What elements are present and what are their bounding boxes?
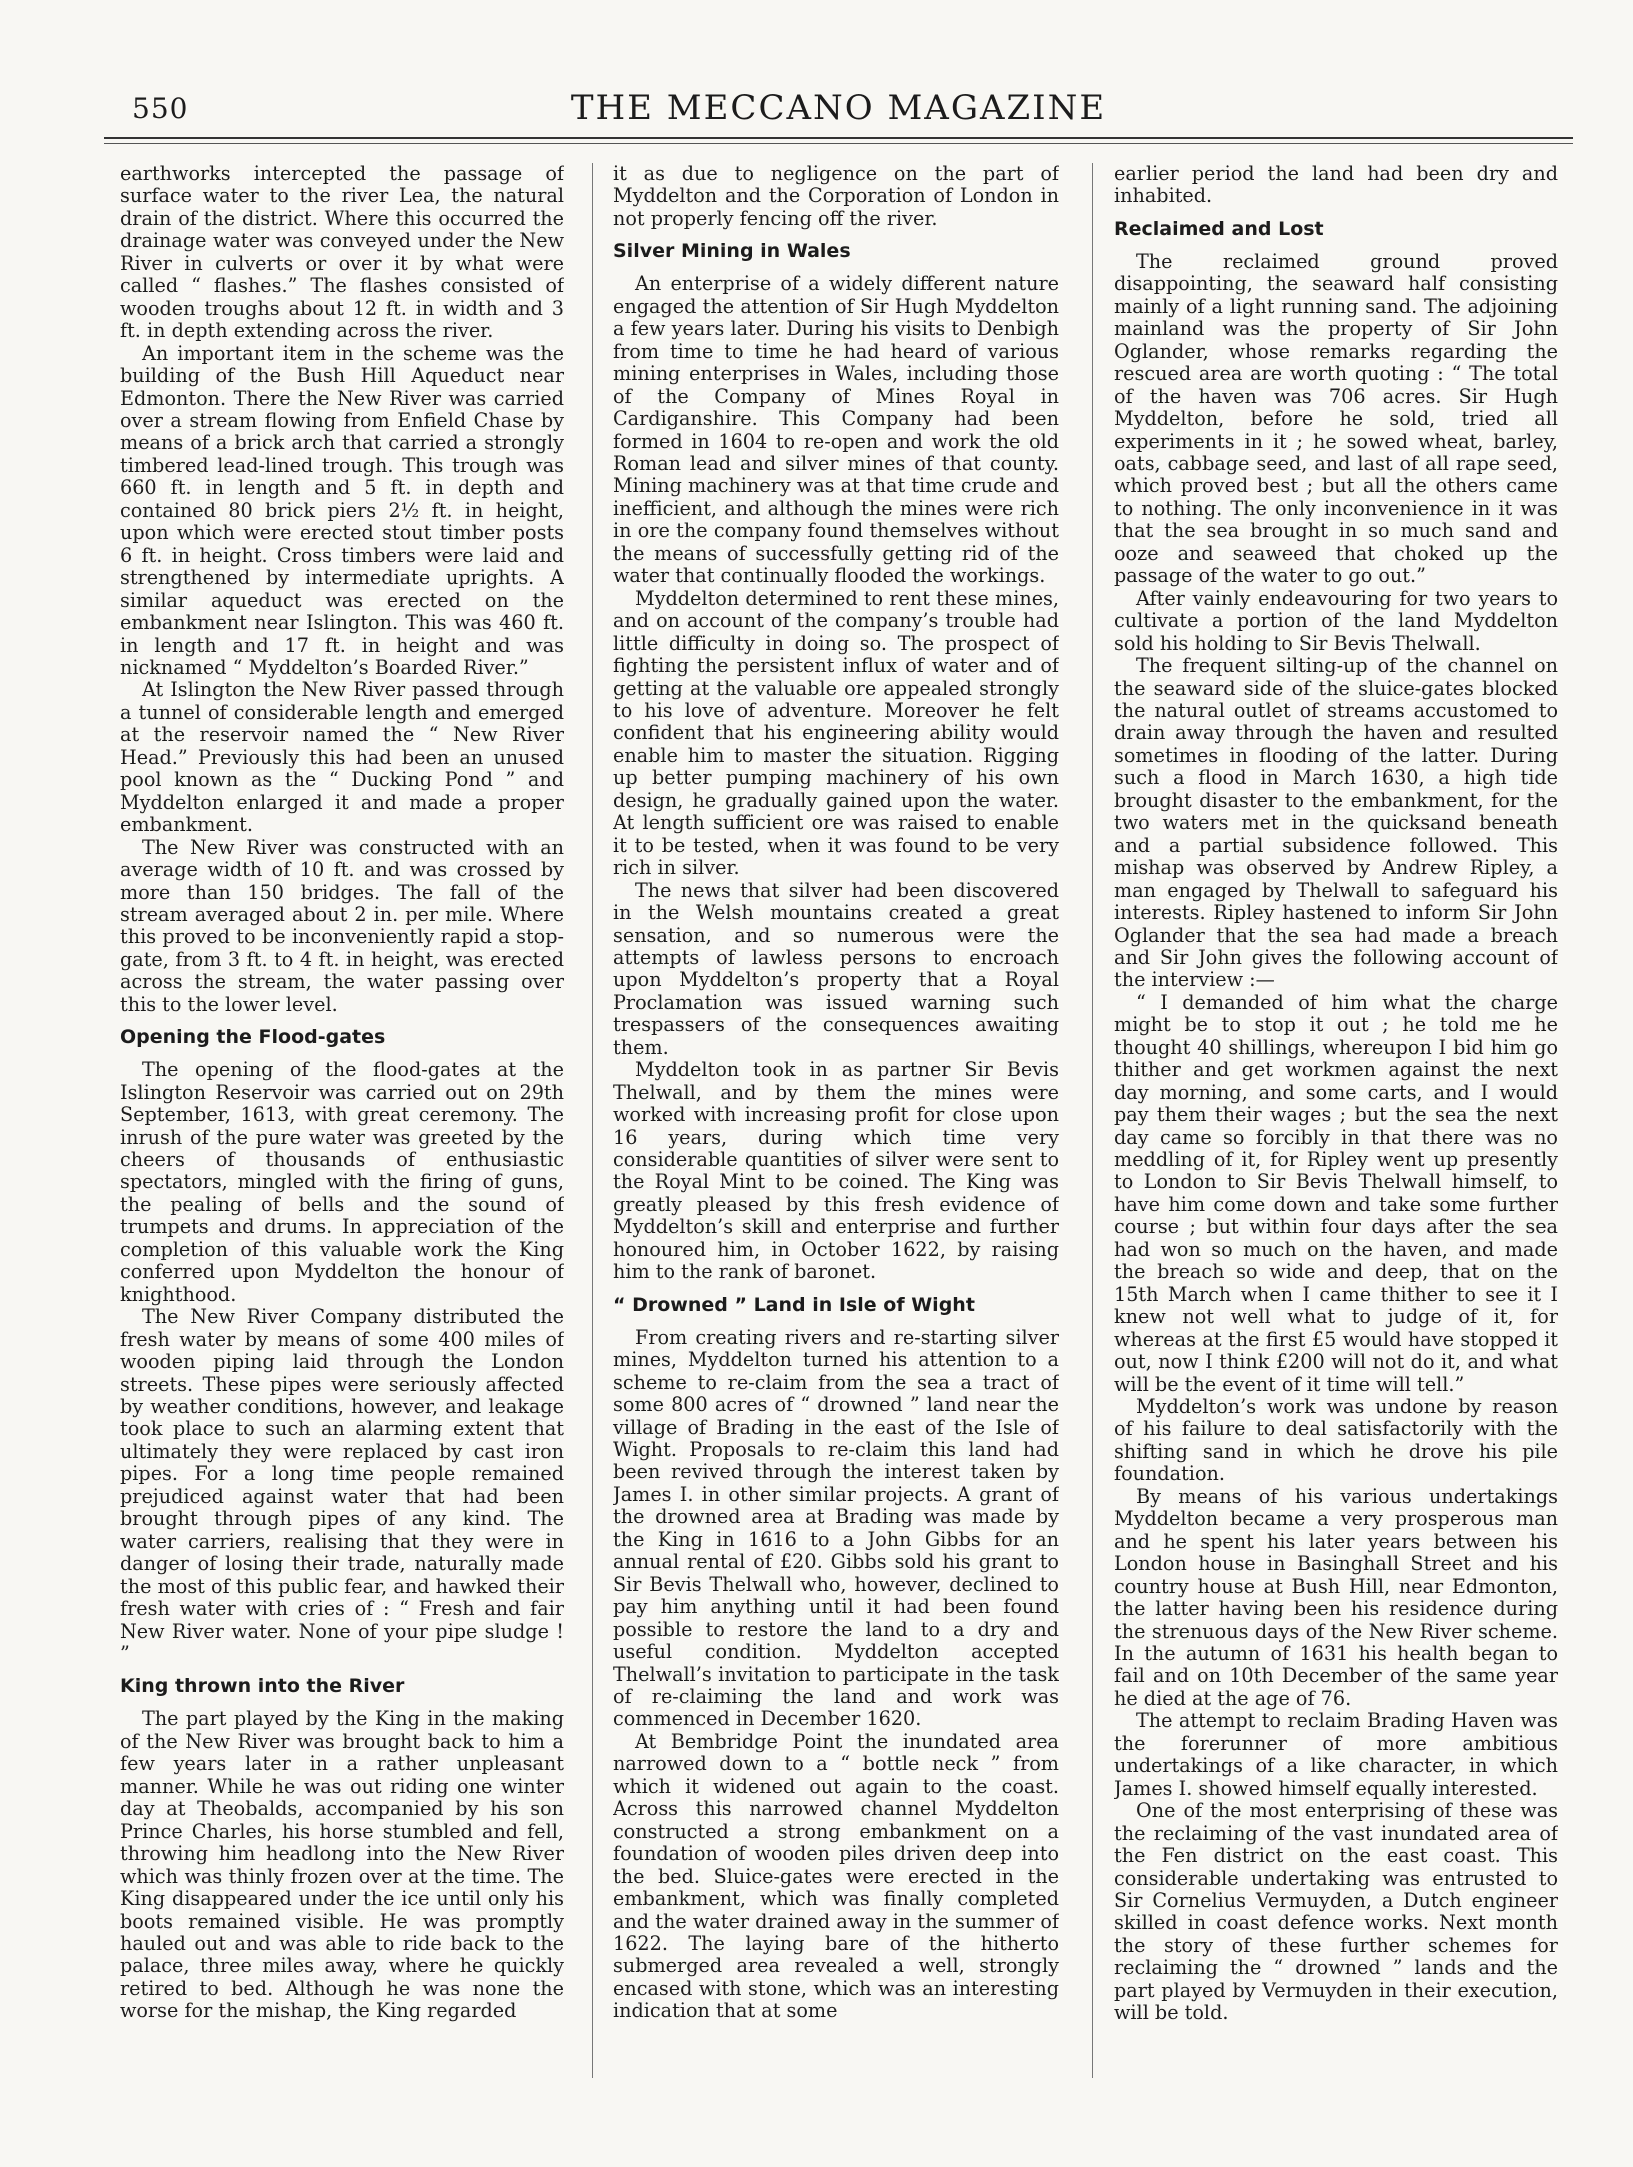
paragraph: earlier period the land had been dry and inhabited.: [1114, 163, 1558, 208]
paragraph: At Bembridge Point the inundated area narrowed down to a “ bottle neck ” from which it widened out again to the coast. Across this narrowed channel Myddelton constructed a strong embankment on a foundation of wooden piles driven deep into the bed. Sluice-gates were erected in the embankment, which was finally completed and the water drained away in the summer of 1622. The laying bare of the hitherto submerged area revealed a well, strongly encased with stone, which was an interesting indication that at some: [613, 1729, 1059, 2023]
paragraph: The New River was constructed with an average width of 10 ft. and was crossed by more than 150 bridges. The fall of the stream averaged about 2 in. per mile. Where this proved to be inconveniently rapid a stop-gate, from 3 ft. to 4 ft. in height, was erected across the stream, the water passing over this to the lower level.: [120, 835, 564, 1016]
paragraph: Myddelton’s work was undone by reason of his failure to deal satisfactorily with the shifting sand in which he drove his pile foundation.: [1114, 1395, 1558, 1486]
paragraph: The part played by the King in the making of the New River was brought back to him a few years later in a rather unpleasant manner. While he was out riding one winter day at Theobalds, accompanied by his son Prince Charles, his horse stumbled and fell, throwing him headlong into the New River which was thinly frozen over at the time. The King disappeared under the ice until only his boots remained visible. He was promptly hauled out and was able to ride back to the palace, three miles away, where he quickly retired to bed. Although he was none the worse for the mishap, the King regarded: [120, 1707, 564, 2023]
magazine-title: THE MECCANO MAGAZINE: [570, 88, 1107, 128]
paragraph: earthworks intercepted the passage of surface water to the river Lea, the natural drain of the district. Where this occurred the drainage water was conveyed under the New River in culverts or over it by what were called “ flashes.” The flashes consisted of wooden troughs about 12 ft. in width and 3 ft. in depth extending across the river.: [120, 163, 564, 343]
column-divider: [592, 163, 593, 2078]
paragraph: The New River Company distributed the fresh water by means of some 400 miles of wooden piping laid through the London streets. These pipes were seriously affected by weather conditions, however, and leakage took place to such an alarming extent that ultimately they were replaced by cast iron pipes. For a long time people remained prejudiced against water that had been brought through pipes of any kind. The water carriers, realising that they were in danger of losing their trade, naturally made the most of this public fear, and hawked their fresh water with cries of : “ Fresh and fair New River water. None of your pipe sludge ! ”: [120, 1305, 564, 1665]
section-heading: King thrown into the River: [120, 1675, 405, 1698]
paragraph: The opening of the flood-gates at the Islington Reservoir was carried out on 29th September, 1613, with great ceremony. The inrush of the pure water was greeted by the cheers of thousands of enthusiastic spectators, mingled with the firing of guns, the pealing of bells and the sound of trumpets and drums. In appreciation of the completion of this valuable work the King conferred upon Myddelton the honour of knighthood.: [120, 1058, 564, 1306]
section-heading: Opening the Flood-gates: [120, 1026, 386, 1049]
paragraph: At Islington the New River passed through a tunnel of considerable length and emerged at the reservoir named the “ New River Head.” Previously this had been an unused pool known as the “ Ducking Pond ” and Myddelton enlarged it and made a proper embankment.: [120, 678, 564, 837]
paragraph: The reclaimed ground proved disappointing, the seaward half consisting mainly of a light running sand. The adjoining mainland was the property of Sir John Oglander, whose remarks regarding the rescued area are worth quoting : “ The total of the haven was 706 acres. Sir Hugh Myddelton, before he sold, tried all experiments in it ; he sowed wheat, barley, oats, cabbage seed, and last of all rape seed, which proved best ; but all the others came to nothing. The only inconvenience in it was that the sea brought in so much sand and ooze and seaweed that choked up the passage of the water to go out.”: [1114, 249, 1558, 588]
column-1: [120, 163, 564, 2093]
section-heading: Reclaimed and Lost: [1114, 217, 1324, 240]
paragraph: An important item in the scheme was the building of the Bush Hill Aqueduct near Edmonton. There the New River was carried over a stream flowing from Enfield Chase by means of a brick arch that carried a strongly timbered lead-lined trough. This trough was 660 ft. in length and 5 ft. in depth and contained 80 brick piers 2½ ft. in height, upon which were erected stout timber posts 6 ft. in height. Cross timbers were laid and strengthened by intermediate uprights. A similar aqueduct was erected on the embankment near Islington. This was 460 ft. in length and 17 ft. in height and was nicknamed “ Myddelton’s Boarded River.”: [120, 341, 564, 679]
section-heading: Silver Mining in Wales: [613, 240, 851, 263]
page-number: 550: [132, 92, 189, 125]
page-header: [104, 88, 1573, 134]
section-heading: “ Drowned ” Land in Isle of Wight: [613, 1293, 975, 1316]
paragraph: Myddelton took in as partner Sir Bevis Thelwall, and by them the mines were worked with increasing profit for close upon 16 years, during which time very considerable quantities of silver were sent to the Royal Mint to be coined. The King was greatly pleased by this fresh evidence of Myddelton’s skill and enterprise and further honoured him, in October 1622, by raising him to the rank of baronet.: [613, 1058, 1059, 1284]
paragraph: By means of his various undertakings Myddelton became a very prosperous man and he spent his later years between his London house in Basinghall Street and his country house at Bush Hill, near Edmonton, the latter having been his residence during the strenuous days of the New River scheme. In the autumn of 1631 his health began to fail and on 10th December of the same year he died at the age of 76.: [1114, 1484, 1558, 1710]
quotation: “ I demanded of him what the charge might be to stop it out ; he told me he thought 40 shillings, whereupon I bid him go thither and get workmen against the next day morning, and some carts, and I would pay them their wages ; but the sea the next day came so forcibly in that there was no meddling of it, for Ripley went up presently to London to Sir Bevis Thelwall himself, to have him come down and take some further course ; but within four days after the sea had won so much on the haven, and made the breach so wide and deep, that on the 15th March when I came thither to see it I knew not well what to judge of it, for whereas at the first £5 would have stopped it out, now I think £200 will not do it, and what will be the event of it time will tell.”: [1114, 990, 1558, 1396]
paragraph: One of the most enterprising of these was the reclaiming of the vast inundated area of the Fen district on the east coast. This considerable undertaking was entrusted to Sir Cornelius Vermuyden, a Dutch engineer skilled in coast defence works. Next month the story of these further schemes for reclaiming the “ drowned ” lands and the part played by Vermuyden in their execution, will be told.: [1114, 1799, 1558, 2025]
paragraph: An enterprise of a widely different nature engaged the attention of Sir Hugh Myddelton a few years later. During his visits to Denbigh from time to time he had heard of various mining enterprises in Wales, including those of the Company of Mines Royal in Cardiganshire. This Company had been formed in 1604 to re-open and work the old Roman lead and silver mines of that county. Mining machinery was at that time crude and inefficient, and although the mines were rich in ore the company found themselves without the means of successfully getting rid of the water that continually flooded the workings.: [613, 272, 1059, 588]
paragraph: The news that silver had been discovered in the Welsh mountains created a great sensation, and so numerous were the attempts of lawless persons to encroach upon Myddelton’s property that a Royal Proclamation was issued warning such trespassers of the consequences awaiting them.: [613, 878, 1059, 1059]
column-divider: [1092, 163, 1093, 2078]
paragraph: From creating rivers and re-starting silver mines, Myddelton turned his attention to a scheme to re-claim from the sea a tract of some 800 acres of “ drowned ” land near the village of Brading in the east of the Isle of Wight. Proposals to re-claim this land had been revived through the interest taken by James I. in other similar projects. A grant of the drowned area at Brading was made by the King in 1616 to a John Gibbs for an annual rental of £20. Gibbs sold his grant to Sir Bevis Thelwall who, however, declined to pay him anything until it had been found possible to restore the land to a dry and useful condition. Myddelton accepted Thelwall’s invitation to participate in the task of re-claiming the land and work was commenced in December 1620.: [613, 1325, 1059, 1731]
paragraph: The attempt to reclaim Brading Haven was the forerunner of more ambitious undertakings of a like character, in which James I. showed himself equally interested.: [1114, 1709, 1558, 1800]
column-2: [613, 163, 1059, 2093]
column-3: [1114, 163, 1558, 2093]
paragraph: After vainly endeavouring for two years to cultivate a portion of the land Myddelton sold his holding to Sir Bevis Thelwall.: [1114, 586, 1558, 655]
paragraph: it as due to negligence on the part of Myddelton and the Corporation of London in not properly fencing off the river.: [613, 163, 1059, 230]
paragraph: The frequent silting-up of the channel on the seaward side of the sluice-gates blocked the natural outlet of streams accustomed to drain away through the haven and resulted sometimes in flooding of the latter. During such a flood in March 1630, a high tide brought disaster to the embankment, for the two waters met in the quicksand beneath and a partial subsidence followed. This mishap was observed by Andrew Ripley, a man engaged by Thelwall to safeguard his interests. Ripley hastened to inform Sir John Oglander that the sea had made a breach and Sir John gives the following account of the interview :—: [1114, 654, 1558, 992]
paragraph: Myddelton determined to rent these mines, and on account of the company’s trouble had little difficulty in doing so. The prospect of fighting the persistent influx of water and of getting at the valuable ore appealed strongly to his love of adventure. Moreover he felt confident that his engineering ability would enable him to master the situation. Rigging up better pumping machinery of his own design, he gradually gained upon the water. At length sufficient ore was raised to enable it to be tested, when it was found to be very rich in silver.: [613, 586, 1059, 880]
header-rule: [104, 137, 1573, 139]
header-rule-thin: [104, 143, 1573, 144]
